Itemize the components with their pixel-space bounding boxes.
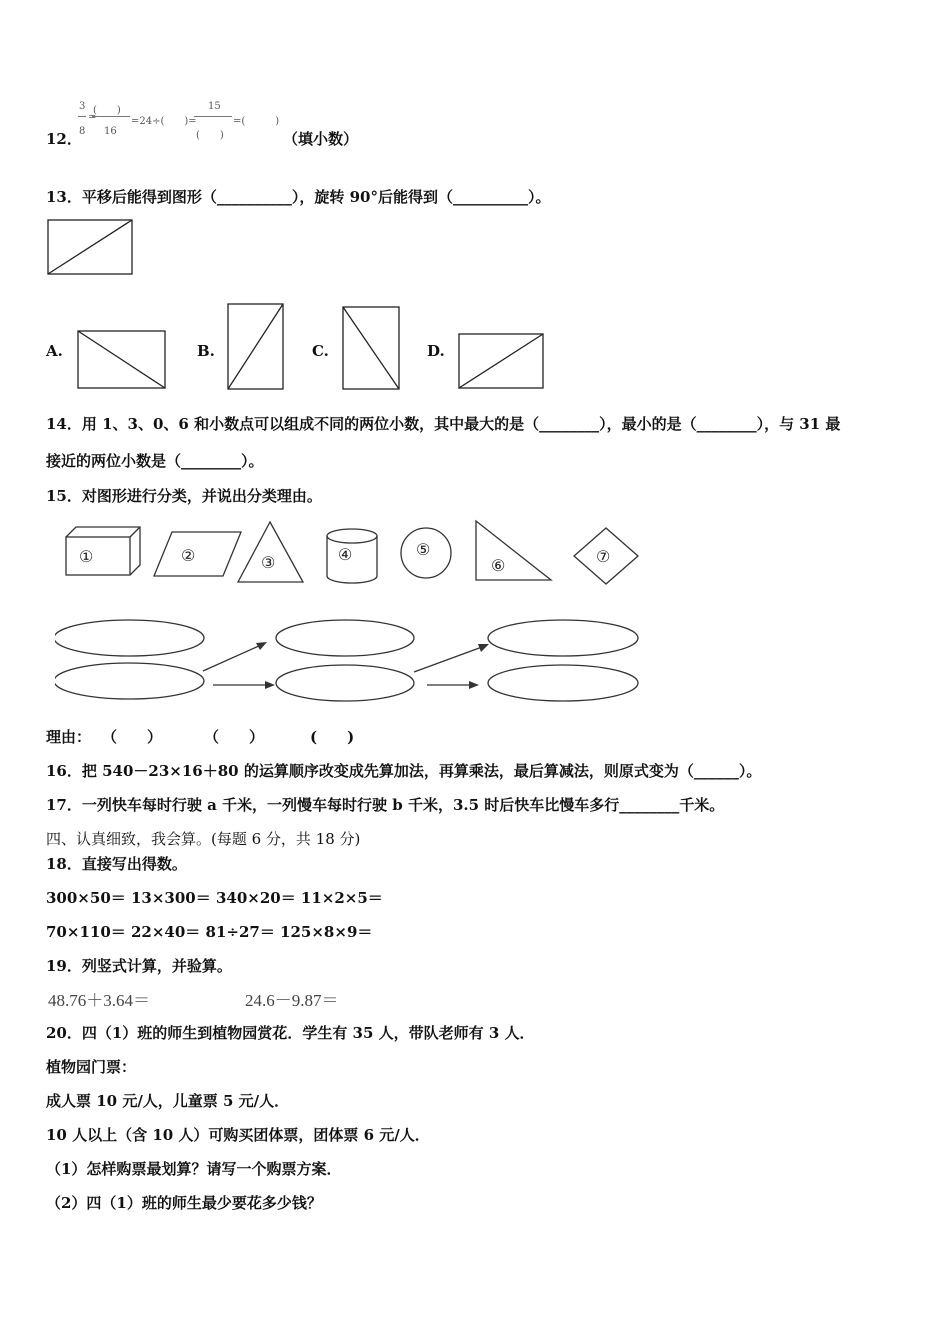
q20-line-2: 植物园门票： (46, 1058, 137, 1076)
q13-option-c-figure[interactable] (342, 306, 400, 390)
shape-1-cuboid (66, 527, 140, 575)
q13-original-figure (47, 219, 133, 275)
q12-frac3-den: ( ) (196, 130, 224, 141)
q19-expression-1: 48.76＋3.64＝ (48, 991, 150, 1010)
q15-reason-label: 理由： (46, 728, 92, 746)
shape-4-cylinder (327, 529, 377, 583)
q19-text: 19．列竖式计算，并验算。 (46, 957, 232, 975)
shape-2-label: ② (181, 548, 196, 565)
shape-3-label: ③ (261, 555, 276, 572)
q12-frac1-num: 3 (79, 101, 86, 112)
classification-tree (55, 620, 638, 701)
q17-text: 17．一列快车每时行驶 a 千米，一列慢车每时行驶 b 千米，3.5 时后快车比慢车多行________千米。 (46, 796, 725, 814)
q13-option-a-label: A. (46, 342, 63, 360)
q15-text: 15．对图形进行分类，并说出分类理由。 (46, 487, 322, 505)
q12-frac1-bar (78, 116, 86, 117)
q15-reason-blank-1[interactable]: （ ） (102, 728, 163, 746)
ellipse-root-top (55, 620, 204, 656)
shape-1-label: ① (79, 549, 94, 566)
q13-option-d-figure[interactable] (458, 333, 544, 389)
q13-option-b-figure[interactable] (227, 303, 284, 390)
ellipse-root-bottom (55, 663, 204, 699)
q12-frac2-den: 16 (104, 126, 117, 137)
q20-text: 20．四（1）班的师生到植物园赏花．学生有 35 人，带队老师有 3 人． (46, 1024, 535, 1042)
ellipse-right-top (488, 620, 638, 656)
shape-5-label: ⑤ (416, 542, 431, 559)
shape-7-label: ⑦ (596, 549, 611, 566)
q12-middle: =24÷( )= (131, 116, 197, 127)
q12-frac1-den: 8 (79, 126, 86, 137)
q12-note: （填小数） (283, 130, 359, 148)
q15-reason-blank-3[interactable]: ( ) (310, 728, 355, 746)
q20-line-4: 10 人以上（含 10 人）可购买团体票，团体票 6 元/人． (46, 1126, 430, 1144)
shape-5-circle (401, 528, 451, 578)
shape-2-parallelogram (154, 532, 241, 576)
q12-frac3-num: 15 (208, 101, 221, 112)
ellipse-mid-bottom (276, 665, 414, 701)
shape-7-diamond (574, 528, 638, 584)
q14-line2: 接近的两位小数是（________）。 (46, 452, 264, 470)
q15-reason-blank-2[interactable]: （ ） (204, 728, 265, 746)
q20-sub-2: （2）四（1）班的师生最少要花多少钱？ (46, 1194, 322, 1212)
q13-text: 13．平移后能得到图形（__________），旋转 90°后能得到（__________）。 (46, 188, 551, 206)
shape-3-triangle (238, 522, 303, 582)
q20-line-3: 成人票 10 元/人，儿童票 5 元/人． (46, 1092, 290, 1110)
q19-expression-2: 24.6－9.87＝ (245, 991, 339, 1010)
q12-eq1: = (88, 112, 97, 123)
ellipse-mid-top (276, 620, 414, 656)
q13-option-d-label: D. (427, 342, 445, 360)
q18-row-2: 70×110＝ 22×40＝ 81÷27＝ 125×8×9＝ (46, 923, 373, 941)
q13-option-b-label: B. (197, 342, 215, 360)
ellipse-right-bottom (488, 665, 638, 701)
q20-sub-1: （1）怎样购票最划算？请写一个购票方案． (46, 1160, 342, 1178)
q13-option-c-label: C. (312, 342, 329, 360)
shape-4-label: ④ (338, 547, 353, 564)
q15-classification-figure (55, 515, 655, 710)
arrow-up-2 (414, 647, 482, 672)
q18-row-1: 300×50＝ 13×300＝ 340×20＝ 11×2×5＝ (46, 889, 383, 907)
shape-6-label: ⑥ (491, 558, 506, 575)
q12-number: 12． (46, 130, 82, 148)
section-4-title: 四、认真细致，我会算。(每题 6 分，共 18 分) (46, 830, 361, 848)
shape-6-right-triangle (476, 521, 551, 580)
q12-frac2-num: ( ) (93, 105, 121, 116)
q12-frac2-bar (92, 116, 130, 117)
q13-option-a-figure[interactable] (77, 330, 166, 389)
arrow-up-1 (203, 645, 261, 671)
q12-frac3-bar (194, 116, 232, 117)
q12-tail: =( ) (233, 116, 280, 127)
q14-line1: 14．用 1、3、0、6 和小数点可以组成不同的两位小数，其中最大的是（________），最小的是（________），与 31 最 (46, 415, 841, 433)
q18-text: 18．直接写出得数。 (46, 855, 187, 873)
q16-text: 16．把 540－23×16＋80 的运算顺序改变成先算加法，再算乘法，最后算减法，则原式变为（______）。 (46, 762, 762, 780)
